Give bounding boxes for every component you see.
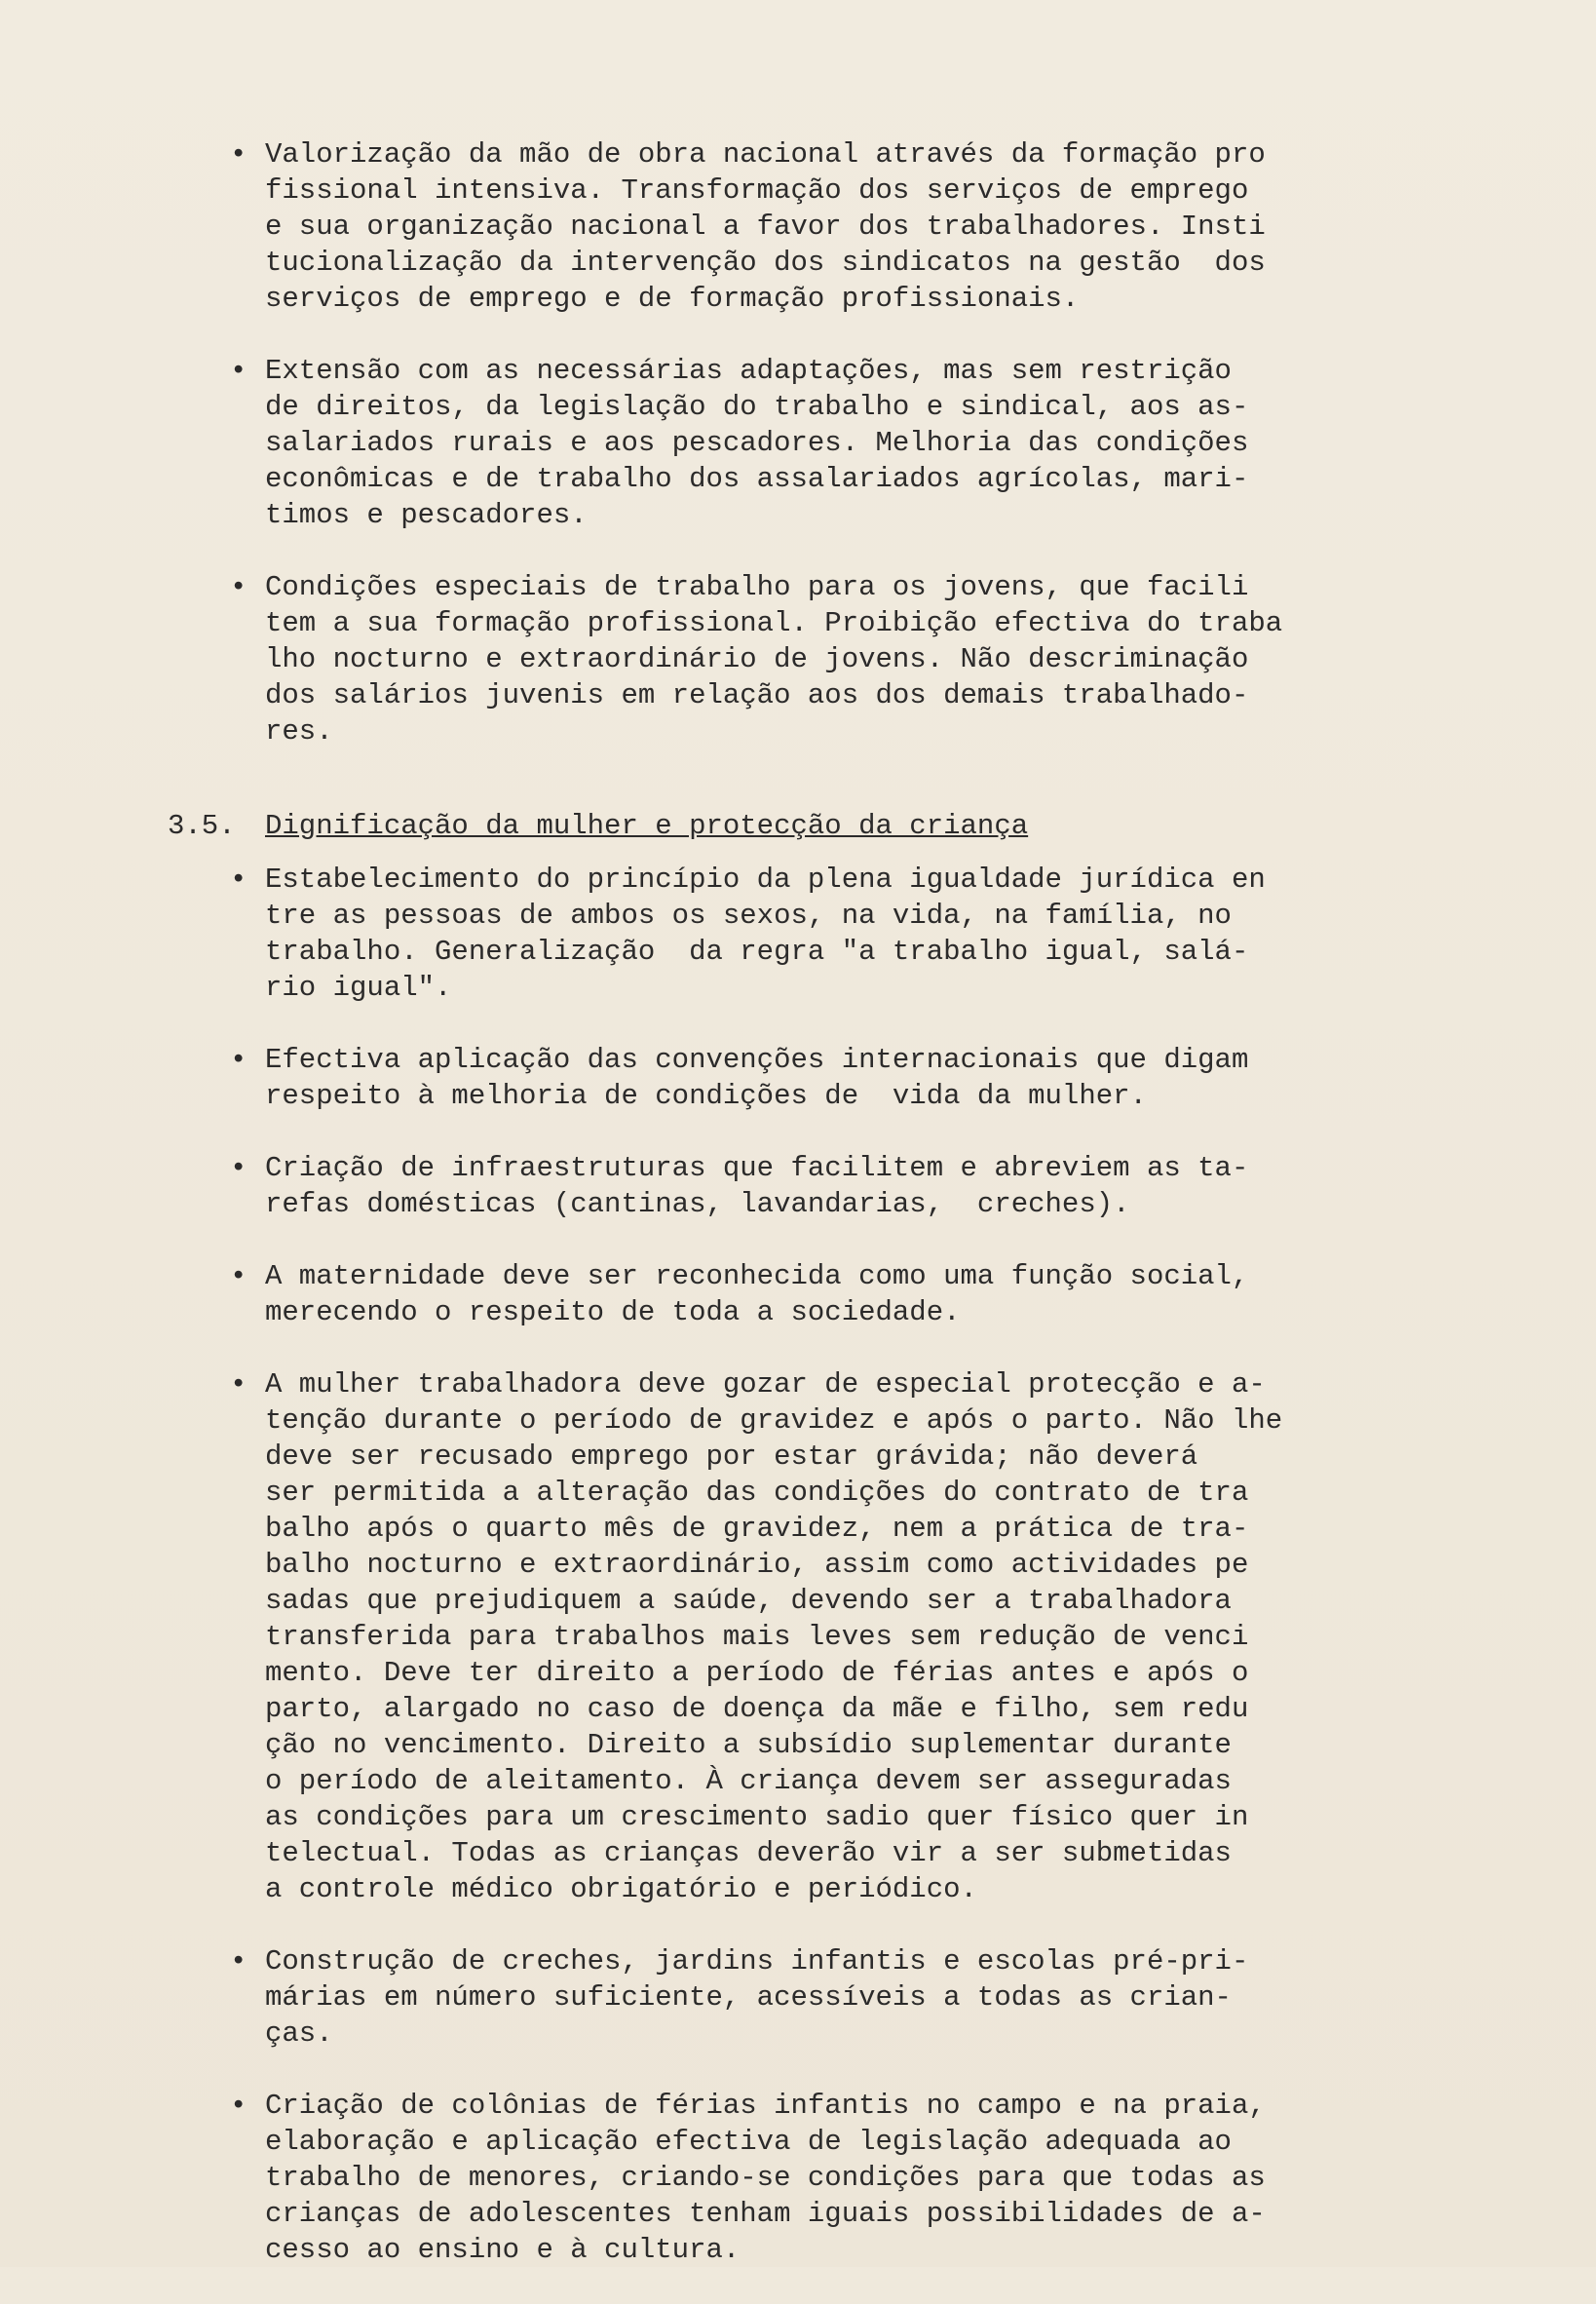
text-line: timos e pescadores. (265, 499, 588, 531)
bullet-marker: • (230, 1260, 247, 1292)
text-line: Valorização da mão de obra nacional através da formação pro (265, 138, 1266, 171)
text-line: crianças de adolescentes tenham iguais possibilidades de a- (265, 2198, 1266, 2230)
text-line: o período de aleitamento. À criança devem ser asseguradas (265, 1765, 1232, 1797)
text-line: Estabelecimento do princípio da plena igualdade jurídica en (265, 864, 1266, 896)
text-line: balho após o quarto mês de gravidez, nem a prática de tra- (265, 1513, 1249, 1545)
document-body (168, 136, 1425, 2304)
text-line: a controle médico obrigatório e periódico. (265, 1873, 977, 1905)
text-line: res. (265, 715, 333, 748)
text-line: rio igual". (265, 972, 452, 1004)
text-line: econômicas e de trabalho dos assalariados agrícolas, mari- (265, 463, 1249, 495)
text-line: sadas que prejudiquem a saúde, devendo ser a trabalhadora (265, 1585, 1232, 1617)
bullet-marker: • (230, 355, 247, 387)
text-line: transferida para trabalhos mais leves sem redução de venci (265, 1621, 1249, 1653)
text-line: parto, alargado no caso de doença da mãe e filho, sem redu (265, 1693, 1249, 1725)
text-line: tem a sua formação profissional. Proibição efectiva do traba (265, 607, 1283, 639)
bullet-marker: • (230, 2090, 247, 2122)
list-item (168, 1943, 1425, 2052)
text-line: A mulher trabalhadora deve gozar de especial protecção e a- (265, 1368, 1266, 1401)
list-item (168, 2088, 1425, 2268)
text-line: merecendo o respeito de toda a sociedade. (265, 1296, 961, 1328)
section-heading (168, 808, 1425, 844)
list-item (168, 1042, 1425, 1114)
section-title: Dignificação da mulher e protecção da criança (265, 810, 1029, 842)
text-line: refas domésticas (cantinas, lavandarias, creches). (265, 1188, 1130, 1220)
bullet-marker: • (230, 138, 247, 171)
text-line: tre as pessoas de ambos os sexos, na vida, na família, no (265, 900, 1232, 932)
bullet-marker: • (230, 1945, 247, 1978)
text-line: tucionalização da intervenção dos sindicatos na gestão dos (265, 247, 1266, 279)
bullet-marker: • (230, 571, 247, 603)
text-line: A maternidade deve ser reconhecida como uma função social, (265, 1260, 1249, 1292)
text-line: Extensão com as necessárias adaptações, mas sem restrição (265, 355, 1232, 387)
text-line: ser permitida a alteração das condições do contrato de tra (265, 1477, 1249, 1509)
list-item (168, 136, 1425, 317)
text-line: balho nocturno e extraordinário, assim como actividades pe (265, 1549, 1249, 1581)
bullet-marker: • (230, 1152, 247, 1184)
bullet-marker: • (230, 1044, 247, 1076)
text-line: ças. (265, 2017, 333, 2050)
text-line: Criação de infraestruturas que facilitem e abreviem as ta- (265, 1152, 1249, 1184)
text-line: elaboração e aplicação efectiva de legislação adequada ao (265, 2126, 1232, 2158)
text-line: de direitos, da legislação do trabalho e sindical, aos as- (265, 391, 1249, 423)
list-item (168, 353, 1425, 533)
text-line: Criação de colônias de férias infantis no campo e na praia, (265, 2090, 1266, 2122)
text-line: deve ser recusado emprego por estar grávida; não deverá (265, 1440, 1198, 1473)
text-line: salariados rurais e aos pescadores. Melhoria das condições (265, 427, 1249, 459)
bullet-marker: • (230, 1368, 247, 1401)
text-line: Condições especiais de trabalho para os jovens, que facili (265, 571, 1249, 603)
text-line: fissional intensiva. Transformação dos serviços de emprego (265, 174, 1249, 207)
text-line: trabalho de menores, criando-se condições para que todas as (265, 2162, 1266, 2194)
intro-list (168, 136, 1425, 749)
list-item (168, 569, 1425, 749)
text-line: dos salários juvenis em relação aos dos demais trabalhado- (265, 679, 1249, 711)
section-list (168, 862, 1425, 2268)
text-line: trabalho. Generalização da regra "a trabalho igual, salá- (265, 936, 1249, 968)
text-line: respeito à melhoria de condições de vida da mulher. (265, 1080, 1147, 1112)
list-item (168, 862, 1425, 1006)
text-line: telectual. Todas as crianças deverão vir a ser submetidas (265, 1837, 1232, 1869)
text-line: e sua organização nacional a favor dos trabalhadores. Insti (265, 211, 1266, 243)
text-line: ção no vencimento. Direito a subsídio suplementar durante (265, 1729, 1232, 1761)
text-line: lho nocturno e extraordinário de jovens. Não descriminação (265, 643, 1249, 675)
text-line: mento. Deve ter direito a período de férias antes e após o (265, 1657, 1249, 1689)
text-line: cesso ao ensino e à cultura. (265, 2234, 741, 2266)
list-item (168, 1150, 1425, 1222)
list-item (168, 1258, 1425, 1330)
text-line: as condições para um crescimento sadio quer físico quer in (265, 1801, 1249, 1833)
text-line: serviços de emprego e de formação profissionais. (265, 283, 1080, 315)
text-line: tenção durante o período de gravidez e após o parto. Não lhe (265, 1404, 1283, 1437)
text-line: Efectiva aplicação das convenções internacionais que digam (265, 1044, 1249, 1076)
text-line: Construção de creches, jardins infantis e escolas pré-pri- (265, 1945, 1249, 1978)
text-line: márias em número suficiente, acessíveis a todas as crian- (265, 1981, 1232, 2014)
section-number: 3.5. (168, 810, 236, 842)
list-item (168, 1366, 1425, 1907)
bullet-marker: • (230, 864, 247, 896)
